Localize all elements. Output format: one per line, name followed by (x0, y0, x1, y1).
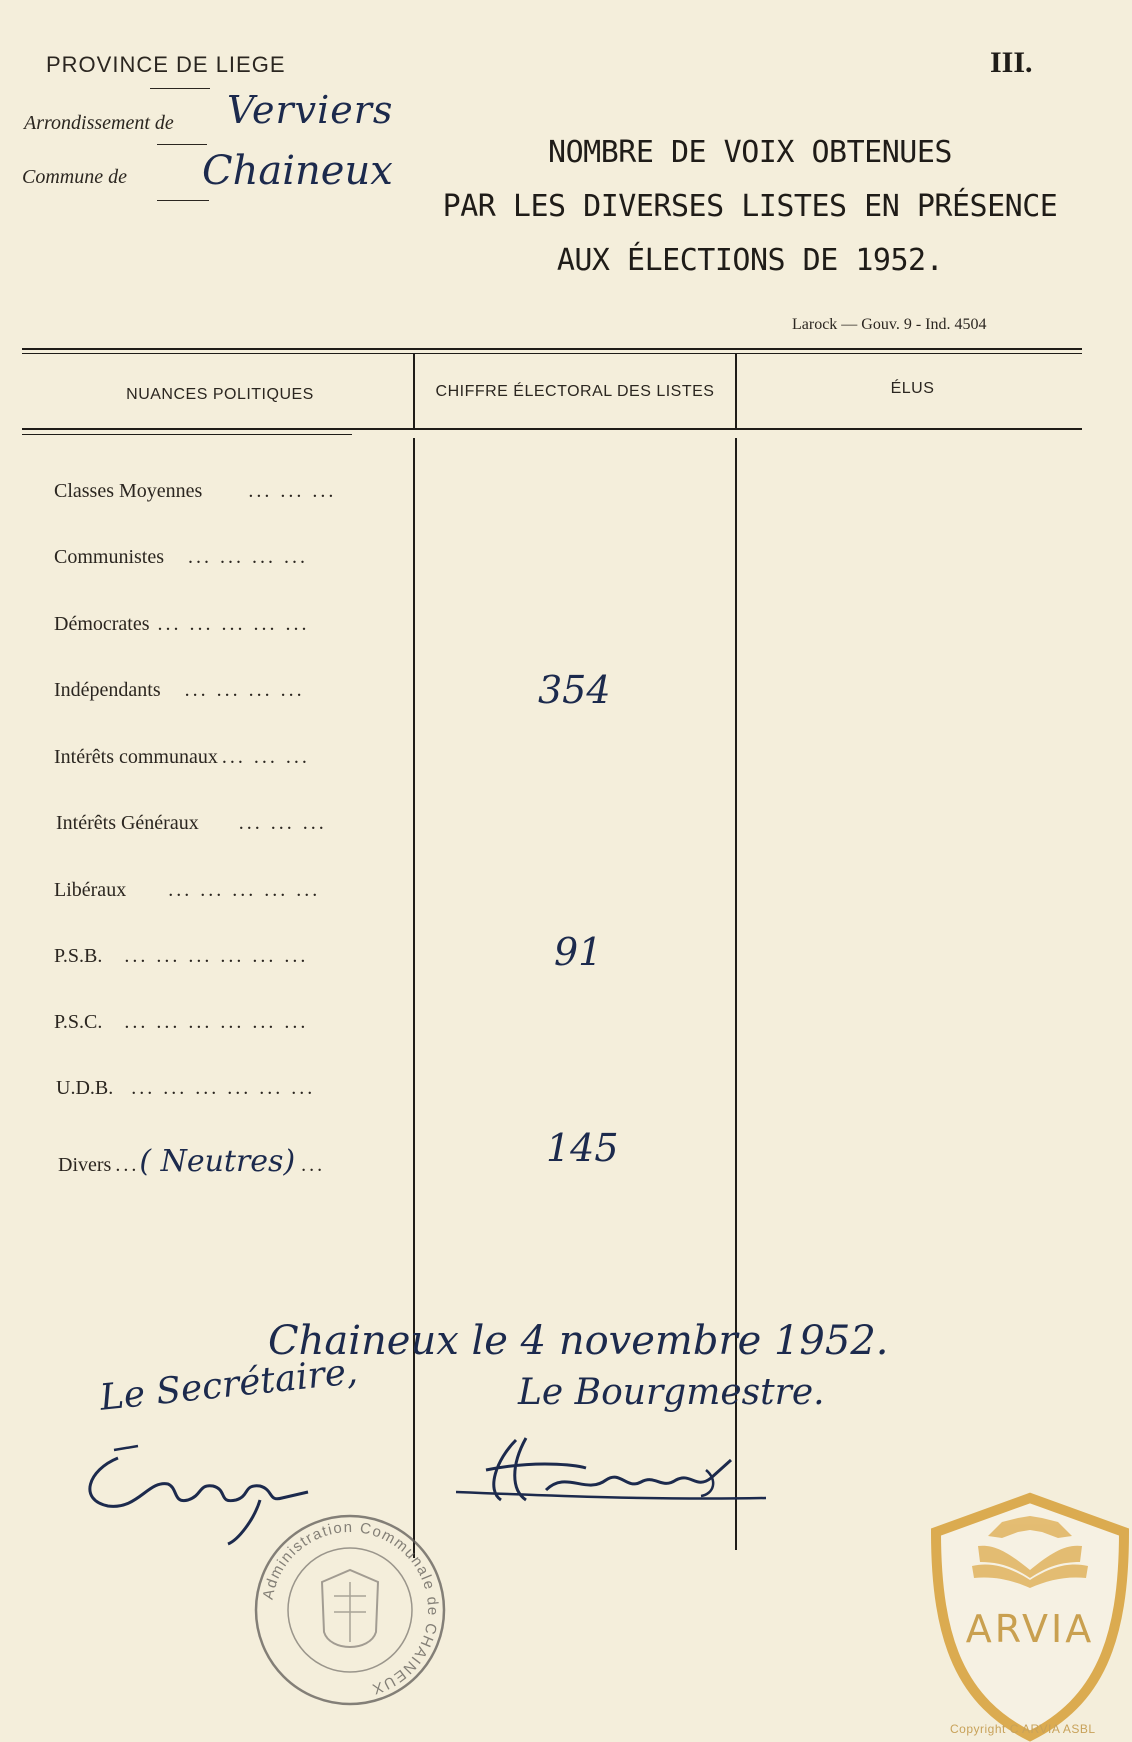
leader-dots: ... ... ... ... ... ... (131, 1077, 316, 1099)
party-name: Intérêts Généraux (56, 812, 199, 834)
party-row (54, 945, 399, 968)
party-name: Libéraux (54, 879, 127, 901)
title-line: PAR LES DIVERSES LISTES EN PRÉSENCE (442, 189, 1058, 224)
commune-label: Commune de (22, 166, 127, 188)
party-row (54, 746, 399, 769)
divers-note: ( Neutres) (139, 1144, 296, 1179)
leader-dots: ... ... ... ... ... ... (124, 1011, 309, 1033)
leader-dots: ... (115, 1154, 140, 1176)
party-name: Démocrates (54, 613, 150, 635)
votes-divers: 145 (546, 1126, 619, 1170)
party-row (54, 546, 399, 569)
table-top-rule (22, 353, 1082, 354)
title-line: NOMBRE DE VOIX OBTENUES (548, 135, 952, 170)
party-row (54, 1011, 399, 1034)
party-row (54, 679, 399, 702)
title-line: AUX ÉLECTIONS DE 1952. (556, 243, 944, 278)
party-row (54, 480, 399, 503)
province-label: PROVINCE DE LIEGE (46, 52, 286, 77)
secretary-title: Le Secrétaire, (97, 1351, 360, 1419)
stamp-text: Administration Communale de CHAINEUX (259, 1518, 442, 1698)
party-row (54, 613, 399, 636)
arrondissement-label: Arrondissement de (24, 112, 174, 134)
column-header-elus: ÉLUS (890, 380, 935, 397)
votes-independants: 354 (538, 668, 611, 712)
table-top-rule (22, 348, 1082, 350)
votes-psb: 91 (554, 930, 603, 974)
column-header-chiffre: CHIFFRE ÉLECTORAL DES LISTES (435, 383, 715, 400)
leader-dots: ... ... ... ... ... (157, 613, 310, 635)
logo-name: ARVIA (965, 1607, 1095, 1651)
party-name: Intérêts communaux (54, 746, 218, 768)
divider (157, 200, 209, 201)
column-divider (413, 354, 415, 430)
party-name: U.D.B. (56, 1077, 114, 1099)
leader-dots: ... ... ... (248, 480, 337, 502)
table-header-rule (22, 428, 1082, 430)
leader-dots: ... ... ... ... (188, 546, 309, 568)
commune-value: Chaineux (202, 148, 393, 194)
mayor-signature (456, 1420, 776, 1530)
mayor-title: Le Bourgmestre. (518, 1372, 825, 1413)
copyright-text: Copyright C ARVIA ASBL (950, 1722, 1096, 1736)
document-title (440, 126, 1060, 288)
party-row (56, 1077, 401, 1100)
column-divider (413, 438, 415, 1558)
party-name: P.S.C. (54, 1011, 103, 1033)
page-number: III. (990, 46, 1033, 79)
party-row (58, 1144, 403, 1179)
divider (157, 144, 207, 145)
place-date: Chaineux le 4 novembre 1952. (268, 1318, 889, 1364)
party-name: Indépendants (54, 679, 161, 701)
party-name: Classes Moyennes (54, 480, 203, 502)
party-name: Divers (58, 1154, 112, 1176)
arrondissement-value: Verviers (227, 88, 394, 132)
form-reference: Larock — Gouv. 9 - Ind. 4504 (792, 316, 987, 333)
leader-dots: ... ... ... ... ... (168, 879, 321, 901)
column-header-nuances: NUANCES POLITIQUES (126, 386, 314, 403)
municipal-stamp (252, 1512, 448, 1708)
leader-dots: ... ... ... (221, 746, 310, 768)
leader-dots: ... ... ... ... (184, 679, 305, 701)
party-name: P.S.B. (54, 945, 103, 967)
party-name: Communistes (54, 546, 165, 568)
leader-dots: ... ... ... (238, 812, 327, 834)
leader-dots: ... (301, 1154, 326, 1176)
leader-dots: ... ... ... ... ... ... (124, 945, 309, 967)
column-divider (735, 354, 737, 430)
arvia-logo (928, 1492, 1132, 1742)
table-header-rule (22, 434, 352, 435)
divider (150, 88, 210, 89)
party-row (54, 879, 399, 902)
party-row (56, 812, 401, 835)
